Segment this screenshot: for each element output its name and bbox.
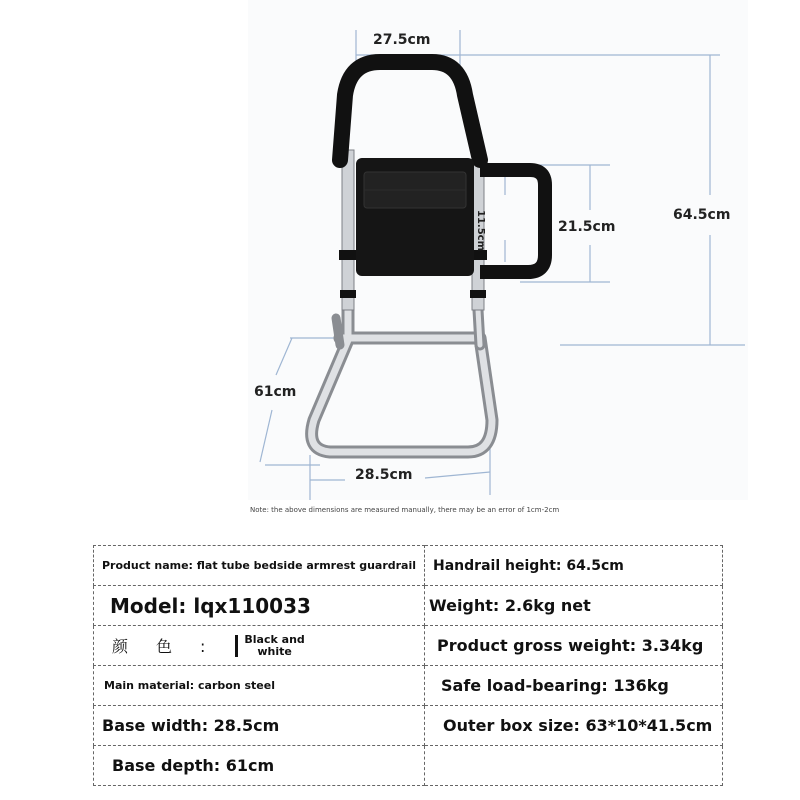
color-value-line1: Black and [244, 632, 305, 646]
spec-table [93, 545, 723, 786]
color-value-line2: white [257, 644, 292, 658]
spec-model: Model: lqx110033 [94, 586, 425, 626]
dim-handle-inner: 11.5cm [475, 210, 486, 252]
table-row [94, 666, 723, 706]
table-row [94, 626, 723, 666]
table-row [94, 586, 723, 626]
dim-base-width: 28.5cm [355, 467, 413, 483]
spec-weight: Weight: 2.6kg net [425, 586, 723, 626]
spec-main-material: Main material: carbon steel [94, 666, 425, 706]
spec-handrail-height: Handrail height: 64.5cm [425, 546, 723, 586]
dim-handle-depth: 21.5cm [558, 219, 616, 235]
color-divider [235, 635, 238, 657]
spec-gross-weight: Product gross weight: 3.34kg [425, 626, 723, 666]
dim-height: 64.5cm [673, 207, 731, 223]
spec-safe-load: Safe load-bearing: 136kg [425, 666, 723, 706]
table-row [94, 746, 723, 786]
spec-product-name: Product name: flat tube bedside armrest guardrail [94, 546, 425, 586]
spec-color-cell [94, 626, 425, 666]
measurement-note: Note: the above dimensions are measured manually, there may be an error of 1cm-2cm [250, 506, 560, 514]
dim-top-width: 27.5cm [373, 32, 431, 48]
table-row [94, 546, 723, 586]
spec-outer-box: Outer box size: 63*10*41.5cm [425, 706, 723, 746]
storage-pouch [356, 158, 474, 276]
spec-empty [425, 746, 723, 786]
dim-base-depth: 61cm [254, 384, 297, 400]
color-label: 颜色: [112, 637, 234, 656]
spec-base-width: Base width: 28.5cm [94, 706, 425, 746]
color-value [244, 634, 304, 658]
table-row [94, 706, 723, 746]
spec-base-depth: Base depth: 61cm [94, 746, 425, 786]
